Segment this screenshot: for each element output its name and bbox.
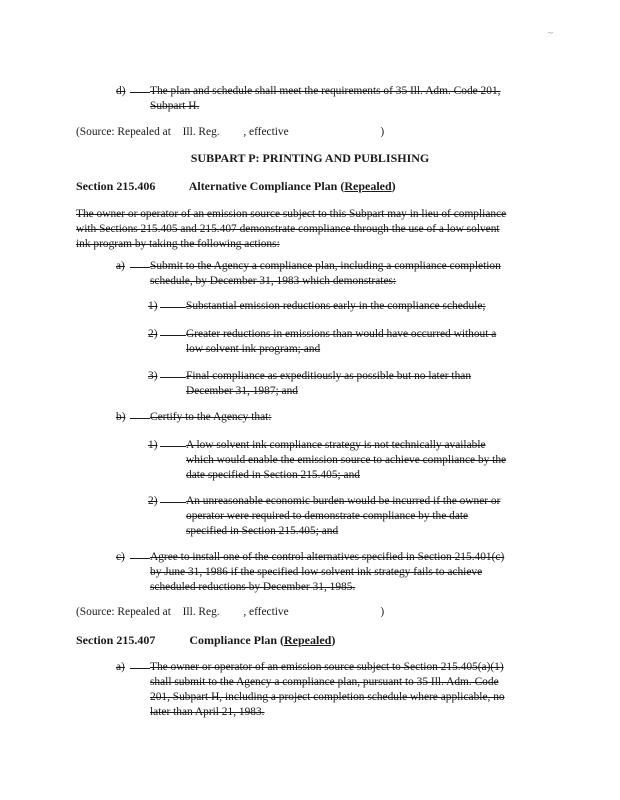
- item-b-sub-2: [148, 494, 508, 542]
- item-a3-text: Final compliance as expeditiously as possible but no later than December 31, 1987; and: [186, 370, 472, 397]
- item-a1-label: 1): [148, 300, 158, 312]
- item-a-sub-3: [148, 369, 508, 401]
- source-note-2: [76, 605, 384, 620]
- item-a2-text: Greater reductions in emissions than would have occurred without a low solvent ink program; and: [186, 328, 497, 355]
- section-406-repealed: Repealed: [344, 179, 392, 193]
- item-b-text: Certify to the Agency that:: [150, 411, 272, 423]
- item-d-text: The plan and schedule shall meet the requirements of 35 Ill. Adm. Code 201, Subpart H.: [150, 85, 501, 112]
- item-b-sub-1: [148, 438, 508, 486]
- item-b2-label: 2): [148, 495, 158, 507]
- item-a-label: a): [116, 260, 125, 272]
- scan-corner-mark: ~: [548, 28, 553, 38]
- item-d-label: d): [116, 85, 126, 97]
- item-a2-dash: [160, 335, 186, 336]
- item-407a-text: The owner or operator of an emission source subject to Section 215.405(a)(1) shall submit to the Agency a compliance plan, pursuant to 35 Ill. Adm. Code 201, Subpart H, including a project completion schedule where applicable, no later than April 21, 1983.: [150, 661, 505, 718]
- item-a2-label: 2): [148, 328, 158, 340]
- item-b1-dash: [160, 446, 186, 447]
- subpart-title: SUBPART P: PRINTING AND PUBLISHING: [190, 151, 430, 165]
- source-note-1: [76, 125, 384, 140]
- item-b2-text: An unreasonable economic burden would be incurred if the owner or operator were required to demonstrate compliance by the date specified in Section 215.405; and: [186, 495, 501, 537]
- source-2-prefix: (Source: Repealed at: [76, 606, 171, 618]
- section-406-item-b: [116, 410, 508, 426]
- section-407-number: Section 215.407: [76, 633, 156, 647]
- item-a3-label: 3): [148, 370, 158, 382]
- item-a-sub-2: [148, 327, 508, 359]
- source-2-suffix: ): [380, 606, 385, 618]
- item-a-dash: [130, 267, 150, 268]
- item-b-label: b): [116, 411, 126, 423]
- section-407-repealed: Repealed: [284, 633, 332, 647]
- item-b-dash: [130, 418, 150, 419]
- section-406-number: Section 215.406: [76, 179, 156, 193]
- item-b1-text: A low solvent ink compliance strategy is not technically available which would enable the emission source to achieve compliance by the date specified in Section 215.405; and: [186, 439, 507, 481]
- source-1-prefix: (Source: Repealed at: [76, 126, 171, 138]
- item-a-sub-1: [148, 299, 508, 315]
- item-407a-dash: [130, 668, 150, 669]
- section-407-close: ): [331, 633, 336, 647]
- section-406-close: ): [391, 179, 396, 193]
- item-a1-dash: [160, 307, 186, 308]
- item-407a-label: a): [116, 661, 125, 673]
- item-c-text: Agree to install one of the control alternatives specified in Section 215.401(c) by June 31, 1986 if the specified low solvent ink strategy fails to achieve scheduled reductions by December 31, 1985.: [150, 551, 505, 593]
- source-1-suffix: ): [380, 126, 385, 138]
- section-407-heading: [76, 633, 335, 648]
- section-406-heading: [76, 179, 396, 194]
- source-2-reg: Ill. Reg.: [182, 606, 220, 618]
- section-407-item-a: [116, 660, 508, 724]
- item-a-text: Submit to the Agency a compliance plan, including a compliance completion schedule, by December 31, 1983 which demonstrates:: [150, 260, 501, 287]
- source-2-effective: , effective: [243, 606, 289, 618]
- section-406-intro: The owner or operator of an emission source subject to this Subpart may in lieu of compliance with Sections 215.405 and 215.407 demonstrate compliance through the use of a low solvent ink program by taking the following actions:: [76, 208, 507, 250]
- item-c-label: c): [116, 551, 125, 563]
- item-c-dash: [130, 558, 150, 559]
- section-406-item-c: [116, 550, 508, 598]
- section-406-title: Alternative Compliance Plan (: [188, 179, 345, 193]
- item-d: [116, 84, 508, 116]
- source-1-effective: , effective: [243, 126, 289, 138]
- item-b2-dash: [160, 502, 186, 503]
- source-1-reg: Ill. Reg.: [182, 126, 220, 138]
- item-a1-text: Substantial emission reductions early in the compliance schedule;: [186, 300, 486, 312]
- section-407-title: Compliance Plan (: [189, 633, 285, 647]
- section-406-item-a: [116, 259, 508, 291]
- item-d-dash: [130, 92, 150, 93]
- item-b1-label: 1): [148, 439, 158, 451]
- item-a3-dash: [160, 377, 186, 378]
